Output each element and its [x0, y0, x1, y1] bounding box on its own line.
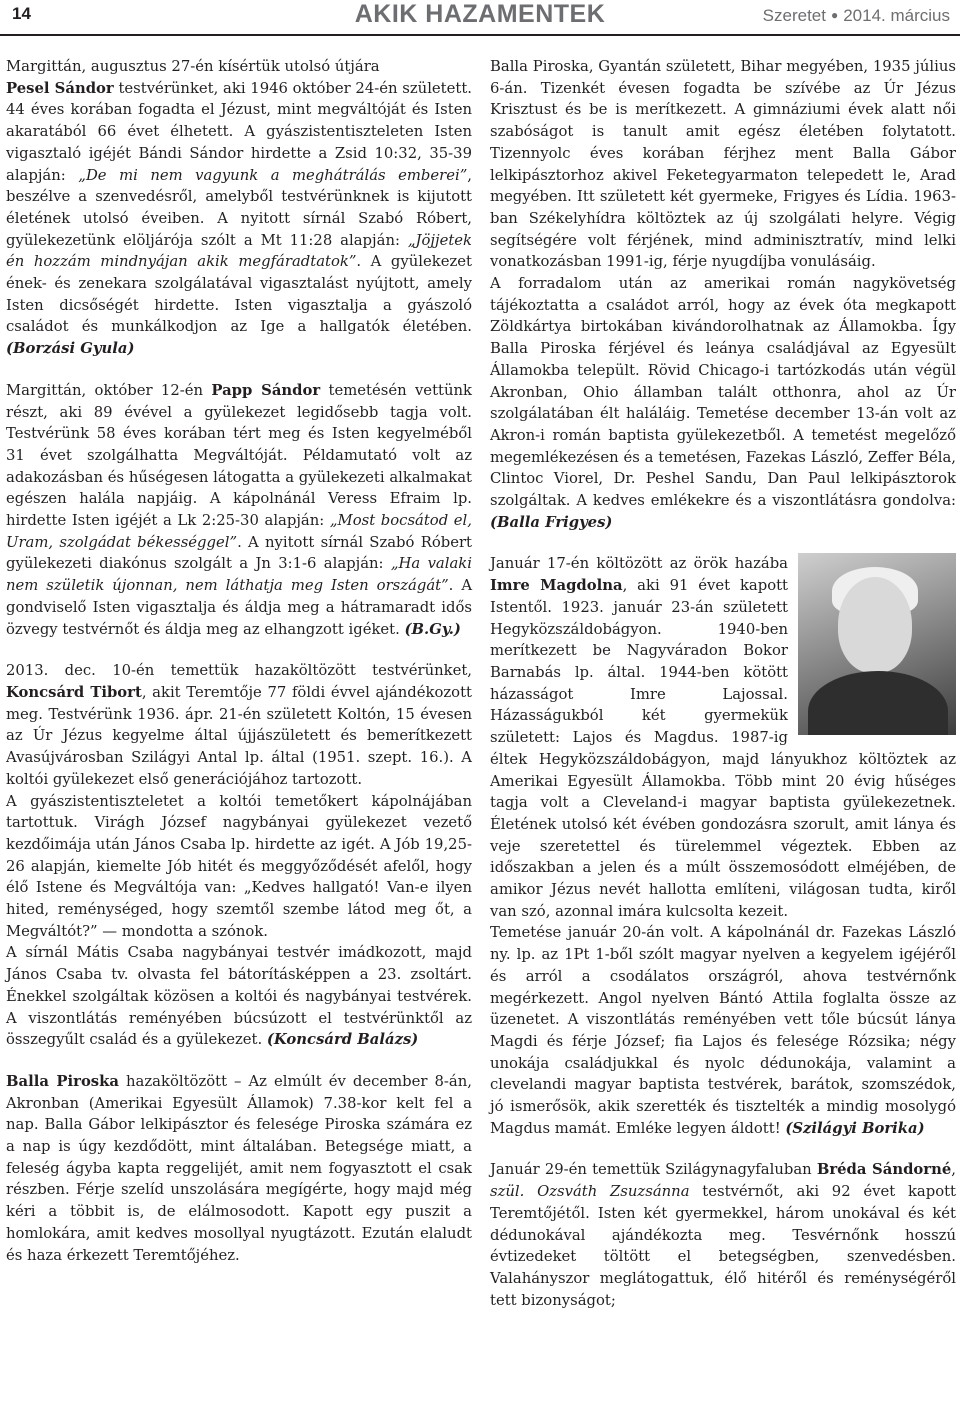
- signature: (Borzási Gyula): [6, 340, 135, 358]
- paragraph: Temetése január 20-án volt. A kápolnánál dr. Fazekas László ny. lp. az 1Pt 1-ből szólt magyar nyelven a kegyelem igéjéről és arról a csodálatos országról, ahova testvérnőnk megérkezett. Angol nyelven Bántó Attila foglalta össze az üzenetet. A viszontlátás reményében vett tőle búcsút lánya Magdi és férje József; fia Lajos és felesége Rózsika; négy unokája családjukkal és nyolc dédunokája, valamint a clevelandi magyar baptista testvérek, barátok, szomszédok, jó ismerősök, akik szerették és tisztelték a mindig mosolygó Magdus mamát. Emléke legyen áldott! (Szilágyi Borika): [490, 924, 956, 1137]
- paragraph: A sírnál Mátis Csaba nagybányai testvér imádkozott, majd János Csaba tv. olvasta fel bátorításképpen a 23. zsoltárt. Énekkel szolgáltak közösen a koltói és nagybányai testvérek. A viszontlátás reményében búcsúzott el testvérünktől az összegyűlt család és a gyülekezet. (Koncsárd Balázs): [6, 944, 472, 1049]
- obituary-breda: Január 29-én temettük Szilágynagyfaluban Bréda Sándorné, szül. Ozsváth Zsuzsánna testvérnőt, aki 92 évet kapott Teremtőjétől. Isten két gyermekkel, három unokával és két dédunokával ajándékozta meg. Tesvérnőnk hosszú évtizedeket töltött el betegségben, szenvedésben. Valahányszor meglátogattuk, élő hitéről és reménységéről tett bizonyságot;: [490, 1161, 956, 1309]
- signature: (Koncsárd Balázs): [266, 1031, 419, 1049]
- issue-date: 2014. március: [843, 6, 950, 25]
- page-header: [0, 0, 960, 36]
- signature: (Szilágyi Borika): [785, 1119, 925, 1137]
- obituary-papp: Margittán, október 12-én Papp Sándor temetésén vettünk részt, aki 89 évével a gyülekezet legidősebb tagja volt. Testvérünk 58 éves korában tért meg és Isten kegyelméből 31 évet szolgálhatta Megváltóját. Példamutató volt az adakozásban és hűségesen látogatta a gyülekezeti alkalmakat egészen halála napjáig. A kápolnánál Veress Efraim lp. hirdette Isten igéjét a Lk 2:25-30 alapján: „Most bocsátod el, Uram, szolgádat békességgel”. A nyitott sírnál Szabó Róbert gyülekezeti diakónus szolgált a Jn 3:1-6 alapján: „Ha valaki nem születik újonnan, nem láthatja meg Isten országát”. A gondviselő Isten vigasztalja és áldja meg a hátramaradt idős özvegy testvérnőt és áldja meg az elhangzott igéket. (B.Gy.): [6, 381, 473, 638]
- obituary-imre: Január 17-én költözött az örök hazába Imre Magdolna, aki 91 évet kapott Istentől. 1923. január 23-án született Hegyközszáldobágyon. 1940-ben merítkezett be Nagyváradon Bokor Barnabás lp. által. 1944-ben kötött házasságot Imre Lajossal. Házasságukból két gyermekük született: Lajos és Magdus. 1987-ig éltek Hegyközszáldobágyon, majd lányukhoz költöztek az Amerikai Egyesült Államokba. Több mint 20 évig hűséges tagja volt a Cleveland-i magyar baptista gyülekezetnek. Életének utolsó két évében gondozásra szorult, amit lánya és veje szeretettel és türelemmel végeztek. Ebben az időszakban a jelen és a múlt összemosódott elméjében, de amikor Jézus nevét hallotta említeni, világosan tudta, kiről van szó, azonnal imára kulcsolta kezeit.: [490, 555, 956, 920]
- bullet-separator: ●: [830, 8, 839, 22]
- page-number: 14: [12, 4, 31, 23]
- issue-info: [763, 6, 950, 26]
- name-imre: Imre Magdolna: [490, 577, 623, 595]
- paragraph: A gyászistentiszteletet a koltói temetőkert kápolnájában tartottuk. Virágh József nagybányai gyülekezet vezető kezdőimája után János Csaba lp. hirdette az igét. A Jób 19,25-26 alapján, kiemelte Jób hitét és meggyőződését afelől, hogy élő Istene és Megváltója van: „Kedves hallgató! Van-e ilyen hited, reménységed, hogy szemtől szembe látod meg őt, a Megváltót?” — mondotta a szónok.: [6, 792, 472, 940]
- paragraph: A forradalom után az amerikai román nagykövetség tájékoztatta a családot arról, hogy az évek óta megkapott Zöldkártya birtokában kivándorolhatnak az Államokba. Így Balla Piroska férjével és leánya családjával az Egyesült Államokba települt. Rövid Chicago-i tartózkodás után végül Akronban, Ohio államban talált otthonra, ahol az Úr szolgálatában élt haláláig. Temetése december 13-án volt az Akron-i román baptista gyülekezetből. A temetést megelőző megemlékezésen és a temetésen, Fazekas László, Zeffer Béla, Clintoc Viorel, Dr. Peshel Sandu, Dan Paul lelkipásztorok szolgáltak. A kedves emlékekre és a viszontlátásra gondolva: (Balla Frigyes): [490, 275, 956, 531]
- signature: (Balla Frigyes): [490, 513, 613, 531]
- name-breda: Bréda Sándorné: [816, 1161, 952, 1179]
- portrait-photo: [798, 553, 956, 735]
- obituary-balla: Balla Piroska hazaköltözött – Az elmúlt év december 8-án, Akronban (Amerikai Egyesült Államok) 7.38-kor kelt fel a nap. Balla Gábor lelkipásztor és felesége Piroska számára ez a nap is úgy kezdődött, mint általában. Betegsége miatt, a feleség ágyba kapta reggelijét, amit nem fogyasztott el csak részben. Férje szelíd unszolására megígérte, hogy majd még kéri a többit is, de elálmosodott. Kapott egy puszit a homlokára, amit kedves mosollyal nyugtázott. Ezután elaludt és haza érkezett Teremtőjéhez.: [6, 1072, 472, 1264]
- right-column: [490, 56, 956, 1311]
- obituary-pesel: Margittán, augusztus 27-én kísértük utolsó útjára Pesel Sándor testvérünket, aki 1946 október 24-én született. 44 éves korában fogadta el Jézust, mint megváltóját és Isten akaratából 66 évet élhetett. A gyászistentiszteleten Isten vigasztaló igéjét Bándi Sándor hirdette a Zsid 10:32, 35-39 alapján: „De mi nem vagyunk a meghátrálás emberei”, beszélve a szenvedésről, amelyből testvérünknek is kijutott életének utolsó éveiben. A nyitott sírnál Szabó Róbert, gyülekezetünk elöljárója szólt a Mt 11:28 alapján: „Jöjjetek én hozzám mindnyájan akik megfáradtatok”. A gyülekezet ének- és zenekara szolgálatával vigasztalást nyújtott, amely Isten dicsőségét hirdette. Isten vigasztalja a gyászoló családot és munkálkodjon az Ige a hallgatók életében. (Borzási Gyula): [6, 58, 472, 358]
- magazine-name: Szeretet: [762, 6, 826, 25]
- name-koncsard: Koncsárd Tibort: [6, 683, 142, 701]
- section-title: AKIK HAZAMENTEK: [354, 0, 606, 28]
- name-balla: Balla Piroska: [6, 1072, 119, 1090]
- left-column: [6, 56, 472, 1266]
- name-pesel: Pesel Sándor: [6, 79, 114, 97]
- obituary-koncsard: 2013. dec. 10-én temettük hazaköltözött testvérünket, Koncsárd Tibort, akit Teremtője 77 földi évvel ajándékozott meg. Testvérünk 1936. ápr. 21-én született Koltón, 15 évesen az Úr Jézus kegyelme által újjászületett és bemerítkezett Avasújvárosban Szilágyi Antal lp. által (1951. szept. 16.). A koltói gyülekezet első generációjához tartozott.: [6, 662, 472, 788]
- paragraph: Balla Piroska, Gyantán született, Bihar megyében, 1935 július 6-án. Tizenkét évesen fogadta be szívébe az Úr Jézus Krisztust és be is merítkezett. A gimnáziumi évek alatt női szabóságot is tanult amit egész életében folytatott. Tizennyolc éves korában férjhez ment Balla Gábor lelkipásztorhoz akivel Feketegyarmaton telepedett le, Arad megyében. Itt született két gyermeke, Frigyes és Lídia. 1963-ban Székelyhídra költöztek az új szolgálati helyre. Végig segítségére volt férjének, mind adminisztratív, mind lelki vonatkozásban 1991-ig, férje nyugdíjba vonulásáig.: [490, 58, 956, 271]
- name-papp: Papp Sándor: [211, 381, 321, 399]
- signature: (B.Gy.): [404, 620, 461, 638]
